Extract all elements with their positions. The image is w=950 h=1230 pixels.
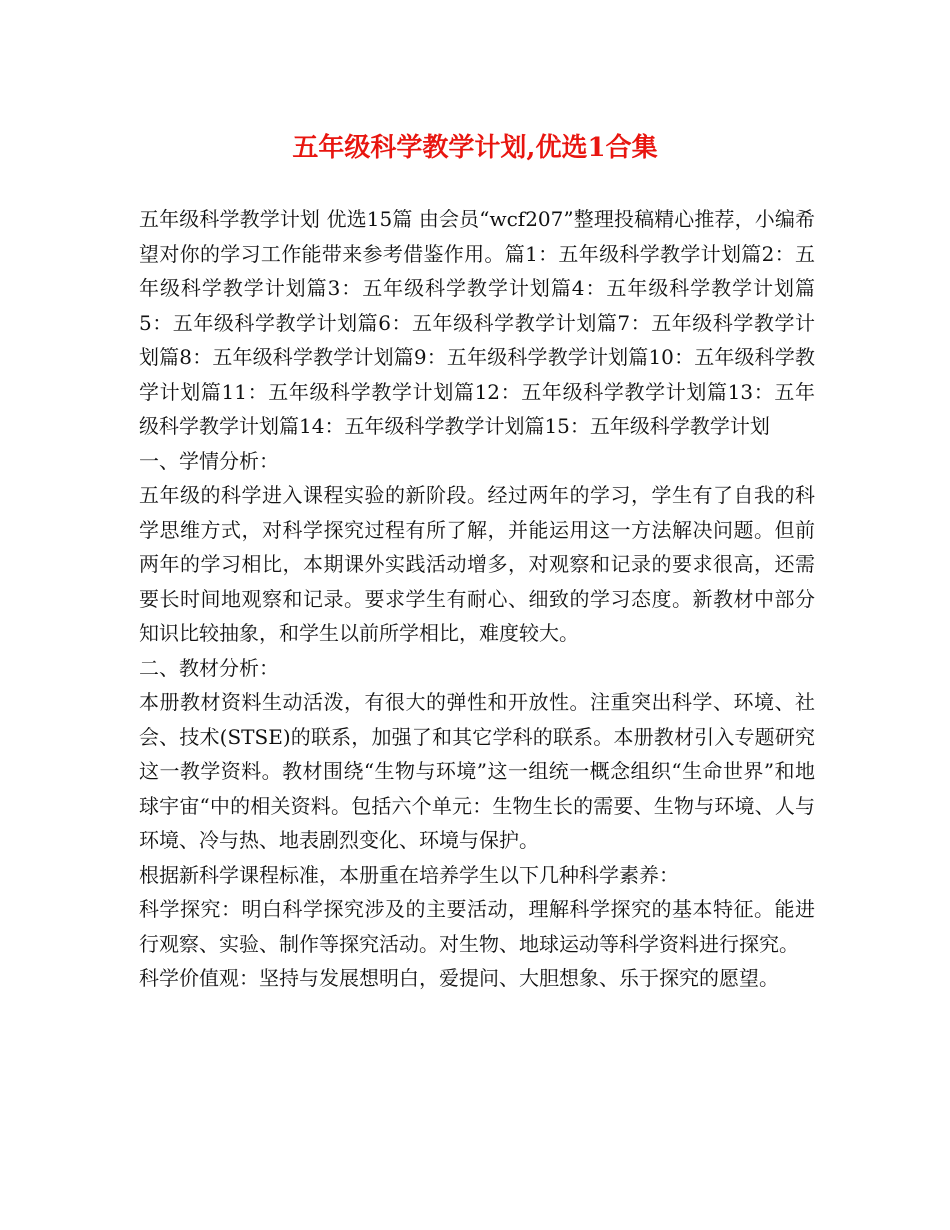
intro-paragraph: 五年级科学教学计划 优选15篇 由会员“wcf207”整理投稿精心推荐，小编希望对你的学习工作能带来参考借鉴作用。篇1：五年级科学教学计划篇2：五年级科学教学计划篇3：五年级科学教学计划篇4：五年级科学教学计划篇5：五年级科学教学计划篇6：五年级科学教学计划篇7：五年级科学教学计划篇8：五年级科学教学计划篇9：五年级科学教学计划篇10：五年级科学教学计划篇11：五年级科学教学计划篇12：五年级科学教学计划篇13：五年级科学教学计划篇14：五年级科学教学计划篇15：五年级科学教学计划 (139, 207, 815, 438)
section-heading-student-analysis: 一、学情分析： (139, 448, 279, 473)
document-title: 五年级科学教学计划,优选1合集 (292, 133, 658, 163)
science-inquiry-paragraph: 科学探究：明白科学探究涉及的主要活动，理解科学探究的基本特征。能进行观察、实验、制作等探究活动。对生物、地球运动等科学资料进行探究。 (139, 897, 815, 956)
science-values-paragraph: 科学价值观：坚持与发展想明白，爱提问、大胆想象、乐于探究的愿望。 (139, 966, 779, 990)
textbook-analysis-paragraph: 本册教材资料生动活泼，有很大的弹性和开放性。注重突出科学、环境、社会、技术(STSE)的联系，加强了和其它学科的联系。本册教材引入专题研究这一教学资料。教材围绕“生物与环境”这一组统一概念组织“生命世界”和地球宇宙“中的相关资料。包括六个单元：生物生长的需要、生物与环境、人与环境、冷与热、地表剧烈变化、环境与保护。 (139, 690, 815, 852)
section-heading-textbook-analysis: 二、教材分析： (139, 655, 279, 680)
document-body (139, 202, 815, 996)
curriculum-standard-paragraph: 根据新科学课程标准，本册重在培养学生以下几种科学素养： (139, 862, 679, 887)
student-analysis-paragraph: 五年级的科学进入课程实验的新阶段。经过两年的学习，学生有了自我的科学思维方式，对科学探究过程有所了解，并能运用这一方法解决问题。但前两年的学习相比，本期课外实践活动增多，对观察和记录的要求很高，还需要长时间地观察和记录。要求学生有耐心、细致的学习态度。新教材中部分知识比较抽象，和学生以前所学相比，难度较大。 (139, 483, 815, 645)
